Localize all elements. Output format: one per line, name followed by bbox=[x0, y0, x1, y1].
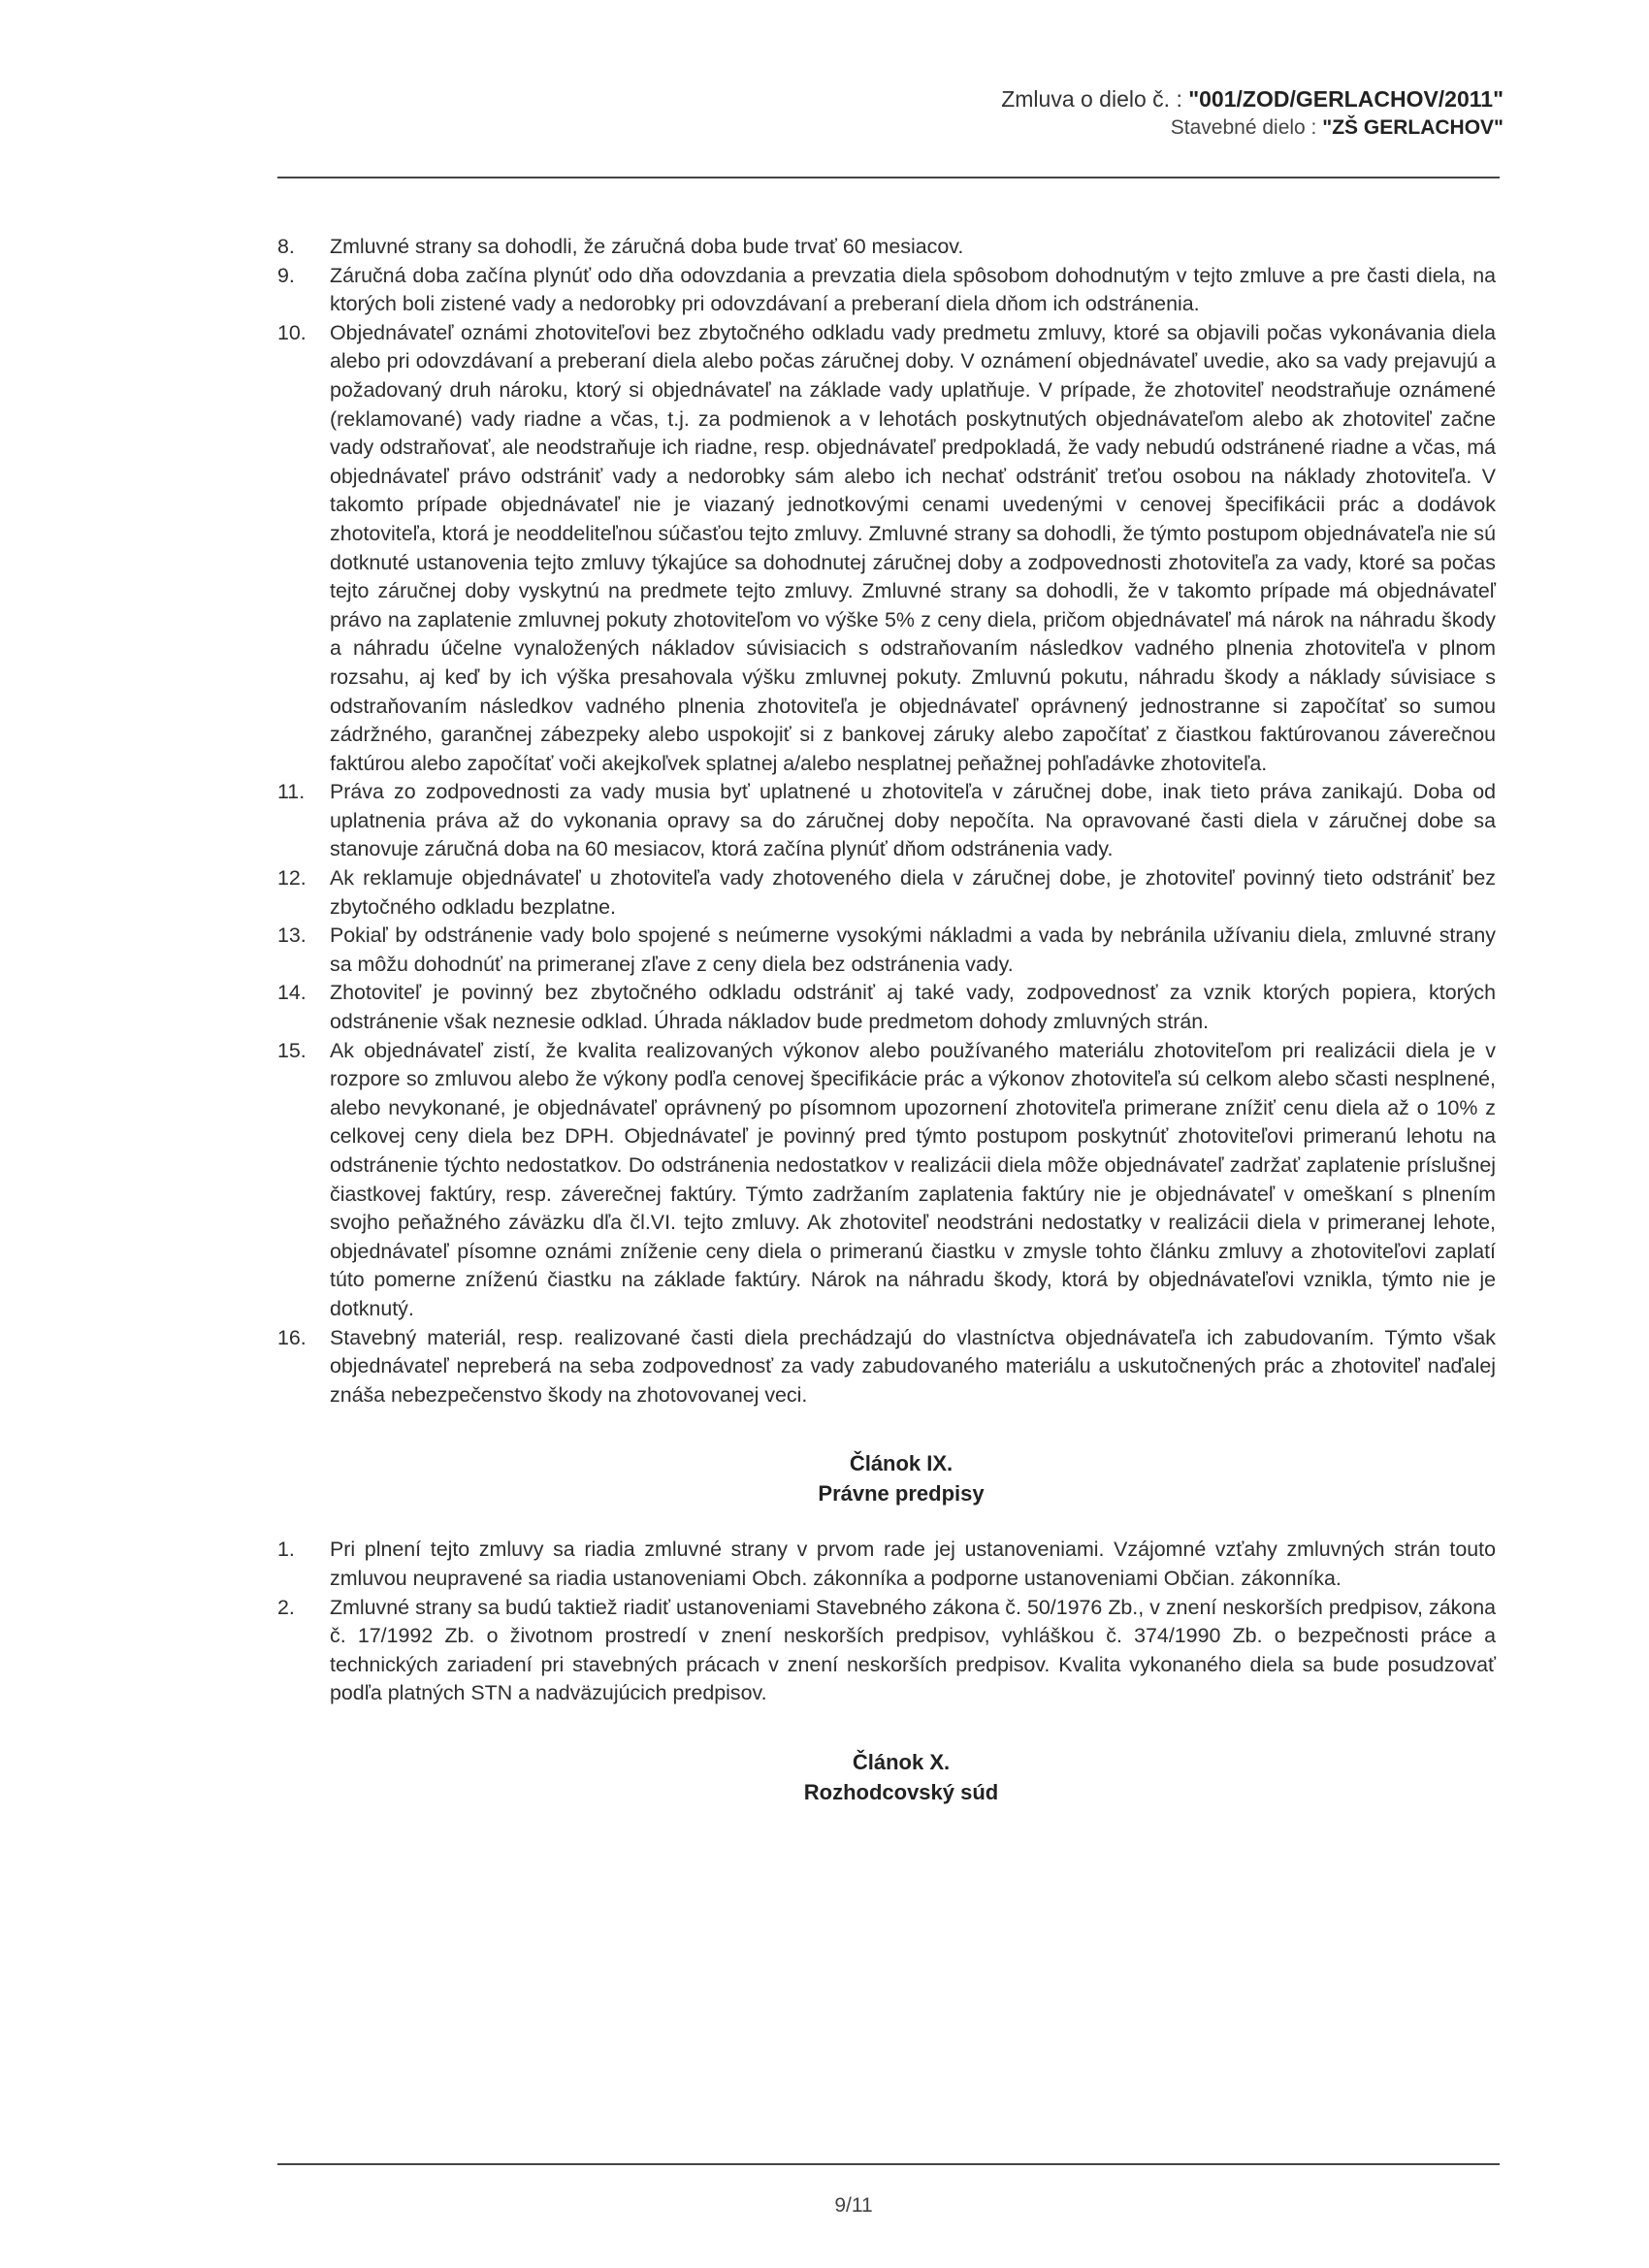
list-item bbox=[277, 922, 1496, 979]
list-item bbox=[277, 1037, 1496, 1324]
list-item bbox=[277, 319, 1496, 779]
item-text: Ak reklamuje objednávateľ u zhotoviteľa vady zhotoveného diela v záručnej dobe, je zhotoviteľ povinný tieto odstrániť bez zbytočného odkladu bezplatne. bbox=[330, 866, 1496, 919]
item-number: 13. bbox=[277, 923, 307, 948]
document-body bbox=[277, 233, 1496, 1807]
item-number: 1. bbox=[277, 1538, 295, 1562]
list-item bbox=[277, 778, 1496, 864]
item-text: Záručná doba začína plynúť odo dňa odovzdania a prevzatia diela spôsobom dohodnutým v tejto zmluve a pre časti diela, na ktorých boli zistené vady a nedorobky pri odovzdávaní a preberaní diela dňom ich odstránenia. bbox=[330, 263, 1496, 316]
header-divider bbox=[277, 177, 1500, 178]
item-text: Objednávateľ oznámi zhotoviteľovi bez zbytočného odkladu vady predmetu zmluvy, ktoré sa objavili počas vykonávania diela alebo pri odovzdávaní a preberaní diela alebo počas záručnej doby. V oznámení objednávateľ uvedie, ako sa vady prejavujú a požadovaný druh nároku, ktorý si objednávateľ na základe vady uplatňuje. V prípade, že zhotoviteľ neodstraňuje oznámené (reklamované) vady riadne a včas, t.j. za podmienok a v lehotách poskytnutých objednávateľom alebo ak zhotoviteľ začne vady odstraňovať, ale neodstraňuje ich riadne, resp. objednávateľ predpokladá, že vady nebudú odstránené riadne a včas, má objednávateľ právo odstrániť vady a nedorobky sám alebo ich nechať odstrániť treťou osobou na náklady zhotoviteľa. V takomto prípade objednávateľ nie je viazaný jednotkovými cenami uvedenými v cenovej špecifikácii prác a dodávok zhotoviteľa, ktorá je neoddeliteľnou súčasťou tejto zmluvy. Zmluvné strany sa dohodli, že týmto postupom objednávateľa nie sú dotknuté ustanovenia tejto zmluvy týkajúce sa dohodnutej záručnej doby a zodpovednosti zhotoviteľa za vady, ktoré sa počas tejto záručnej doby vyskytnú na predmete tejto zmluvy. Zmluvné strany sa dohodli, že v takomto prípade má objednávateľ právo na zaplatenie zmluvnej pokuty zhotoviteľom vo výške 5% z ceny diela, pričom objednávateľ má nárok na náhradu škody a náhradu účelne vynaložených nákladov súvisiacich s odstraňovaním následkov vadného plnenia zhotoviteľa v plnom rozsahu, aj keď by ich výška presahovala výšku zmluvnej pokuty. Zmluvnú pokutu, náhradu škody a náklady súvisiace s odstraňovaním následkov vadného plnenia zhotoviteľa je objednávateľ oprávnený jednostranne si započítať so sumou zádržného, garančnej zábezpeky alebo uspokojiť si z bankovej záruky alebo započítať z čiastkou faktúrovanou záverečnou faktúrou alebo započítať voči akejkoľvek splatnej a/alebo nesplatnej peňažnej pohľadávke zhotoviteľa. bbox=[330, 320, 1496, 775]
item-text: Stavebný materiál, resp. realizované časti diela prechádzajú do vlastníctva objednávateľa ich zabudovaním. Týmto však objednávateľ nepreberá na seba zodpovednosť za vady zabudovaného materiálu a uskutočnených prác a zhotoviteľ naďalej znáša nebezpečenstvo škody na zhotovovanej veci. bbox=[330, 1325, 1496, 1407]
item-text: Práva zo zodpovednosti za vady musia byť uplatnené u zhotoviteľa v záručnej dobe, inak tieto práva zanikajú. Doba od uplatnenia práva až do vykonania opravy sa do záručnej doby nepočíta. Na opravované časti diela v záručnej dobe sa stanovuje záručná doba na 60 mesiacov, ktorá začína plynúť dňom odstránenia vady. bbox=[330, 780, 1496, 861]
list-item bbox=[277, 1324, 1496, 1410]
item-number: 9. bbox=[277, 263, 295, 287]
item-text: Pokiaľ by odstránenie vady bolo spojené s neúmerne vysokými nákladmi a vada by nebránila užívaniu diela, zmluvné strany sa môžu dohodnúť na primeranej zľave z ceny diela bez odstránenia vady. bbox=[330, 923, 1496, 976]
article-9-subtitle: Právne predpisy bbox=[818, 1481, 985, 1507]
item-number: 10. bbox=[277, 320, 307, 344]
item-number: 11. bbox=[277, 780, 306, 804]
item-text: Zmluvné strany sa dohodli, že záručná doba bude trvať 60 mesiacov. bbox=[330, 235, 964, 258]
document-header bbox=[1001, 85, 1504, 142]
work-prefix: Stavebné dielo : bbox=[1170, 116, 1323, 139]
item-number: 12. bbox=[277, 866, 307, 891]
item-number: 8. bbox=[277, 235, 295, 258]
list-item bbox=[277, 979, 1496, 1036]
work-name-line bbox=[1001, 113, 1504, 142]
item-text: Zhotoviteľ je povinný bez zbytočného odkladu odstrániť aj také vady, zodpovednosť za vznik ktorých popiera, ktorých odstránenie však neznesie odklad. Úhrada nákladov bude predmetom dohody zmluvných strán. bbox=[330, 981, 1496, 1034]
contract-number: "001/ZOD/GERLACHOV/2011" bbox=[1188, 86, 1504, 112]
list-item bbox=[277, 864, 1496, 922]
article-10-title: Článok X. bbox=[852, 1749, 951, 1774]
item-text: Ak objednávateľ zistí, že kvalita realizovaných výkonov alebo používaného materiálu zhotoviteľom pri realizácii diela je v rozpore so zmluvou alebo že výkony podľa cenovej špecifikácie prác a výkonov zhotoviteľa sú celkom alebo sčasti nesplnené, alebo nevykonané, je objednávateľ oprávnený po písomnom upozornení zhotoviteľa primerane znížiť cenu diela až o 10% z celkovej ceny diela bez DPH. Objednávateľ je povinný pred týmto postupom poskytnúť zhotoviteľovi primeranú lehotu na odstránenie týchto nedostatkov. Do odstránenia nedostatkov v realizácii diela môže objednávateľ zadržať zaplatenie príslušnej čiastkovej faktúry, resp. záverečnej faktúry. Týmto zadržaním zaplatenia faktúry nie je objednávateľ v omeškaní s plnením svojho peňažného záväzku dľa čl.VI. tejto zmluvy. Ak zhotoviteľ neodstráni nedostatky v realizácii diela v primeranej lehote, objednávateľ písomne oznámi zníženie ceny diela o primeranú čiastku v zmysle tohto článku zmluvy a zhotoviteľovi zaplatí túto pomerne zníženú čiastku na základe faktúry. Nárok na náhradu škody, ktorá by objednávateľovi vznikla, týmto nie je dotknutý. bbox=[330, 1038, 1496, 1320]
work-name: "ZŠ GERLACHOV" bbox=[1322, 116, 1504, 139]
list-item bbox=[277, 1536, 1496, 1593]
list-item bbox=[277, 1594, 1496, 1708]
article-9-title: Článok IX. bbox=[849, 1451, 954, 1476]
list-item bbox=[277, 262, 1496, 319]
item-text: Zmluvné strany sa budú taktiež riadiť ustanoveniami Stavebného zákona č. 50/1976 Zb., v znení neskorších predpisov, zákona č. 17/1992 Zb. o životnom prostredí v znení neskorších predpisov, vyhláškou č. 374/1990 Zb. o bezpečnosti práce a technických zariadení pri stavebných prácach v znení neskorších predpisov. Kvalita vykonaného diela sa bude posudzovať podľa platných STN a nadväzujúcich predpisov. bbox=[330, 1595, 1496, 1705]
item-number: 2. bbox=[277, 1595, 295, 1619]
contract-number-line bbox=[1001, 85, 1504, 113]
page-number: 9/11 bbox=[834, 2194, 873, 2217]
item-number: 16. bbox=[277, 1325, 307, 1349]
item-text: Pri plnení tejto zmluvy sa riadia zmluvné strany v prvom rade jej ustanoveniami. Vzájomné vzťahy zmluvných strán touto zmluvou neupravené sa riadia ustanoveniami Obch. zákonníka a podporne ustanoveniami Občian. zákonníka. bbox=[330, 1538, 1496, 1590]
article-10-subtitle: Rozhodcovský súd bbox=[803, 1779, 999, 1804]
item-number: 15. bbox=[277, 1038, 307, 1062]
contract-prefix: Zmluva o dielo č. : bbox=[1001, 86, 1189, 112]
item-number: 14. bbox=[277, 981, 307, 1005]
list-item bbox=[277, 233, 1496, 262]
footer-divider bbox=[277, 2163, 1500, 2165]
